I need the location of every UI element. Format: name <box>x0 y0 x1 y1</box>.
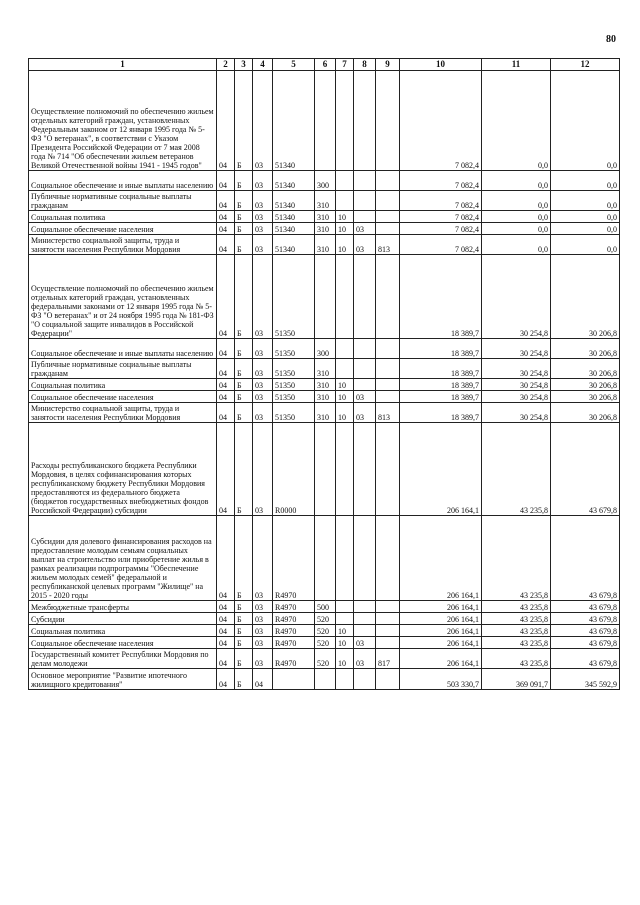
table-cell: R4970 <box>273 625 315 637</box>
table-cell <box>315 255 336 339</box>
table-row <box>29 339 620 359</box>
table-cell: 206 164,1 <box>400 637 482 649</box>
table-cell: 03 <box>253 379 273 391</box>
column-header: 3 <box>235 59 253 71</box>
table-cell: 0,0 <box>482 235 551 255</box>
table-cell: Б <box>235 255 253 339</box>
table-cell: 18 389,7 <box>400 379 482 391</box>
table-cell: 345 592,9 <box>551 669 620 690</box>
table-cell: 04 <box>217 601 235 613</box>
table-cell <box>336 423 354 516</box>
row-label: Социальное обеспечение и иные выплаты населению <box>29 171 217 191</box>
table-cell: R0000 <box>273 423 315 516</box>
table-cell: 03 <box>253 516 273 601</box>
table-row <box>29 423 620 516</box>
table-cell: 43 679,8 <box>551 637 620 649</box>
table-cell: Б <box>235 211 253 223</box>
column-header: 12 <box>551 59 620 71</box>
table-cell <box>354 171 376 191</box>
table-cell: Б <box>235 669 253 690</box>
table-cell: 310 <box>315 379 336 391</box>
table-cell: 10 <box>336 391 354 403</box>
table-cell: 03 <box>354 223 376 235</box>
table-cell: 04 <box>217 223 235 235</box>
table-row <box>29 211 620 223</box>
row-label: Социальное обеспечение населения <box>29 391 217 403</box>
table-cell: 04 <box>217 171 235 191</box>
table-cell: 0,0 <box>551 191 620 211</box>
table-cell: 7 082,4 <box>400 71 482 171</box>
table-cell <box>354 379 376 391</box>
table-row <box>29 625 620 637</box>
table-cell: 51350 <box>273 255 315 339</box>
column-header: 11 <box>482 59 551 71</box>
row-label: Министерство социальной защиты, труда и занятости населения Республики Мордовия <box>29 403 217 423</box>
table-cell: 520 <box>315 625 336 637</box>
table-cell <box>376 601 400 613</box>
table-cell: Б <box>235 625 253 637</box>
table-cell: Б <box>235 191 253 211</box>
table-cell: 03 <box>253 359 273 379</box>
table-cell: Б <box>235 613 253 625</box>
table-cell <box>336 613 354 625</box>
table-cell: 520 <box>315 613 336 625</box>
row-label: Социальная политика <box>29 211 217 223</box>
table-cell <box>273 669 315 690</box>
table-cell: 7 082,4 <box>400 211 482 223</box>
table-cell <box>376 255 400 339</box>
table-cell <box>354 423 376 516</box>
table-cell: 03 <box>253 235 273 255</box>
table-cell <box>376 223 400 235</box>
table-cell: 30 254,8 <box>482 339 551 359</box>
table-cell: 30 206,8 <box>551 339 620 359</box>
table-cell <box>336 601 354 613</box>
table-cell: Б <box>235 637 253 649</box>
table-cell: Б <box>235 649 253 669</box>
table-cell: Б <box>235 235 253 255</box>
table-cell: 0,0 <box>482 171 551 191</box>
table-row <box>29 223 620 235</box>
table-cell: 43 679,8 <box>551 625 620 637</box>
table-cell: 03 <box>354 403 376 423</box>
table-cell: 10 <box>336 223 354 235</box>
table-cell: 51340 <box>273 71 315 171</box>
table-cell: 30 254,8 <box>482 379 551 391</box>
table-cell: 7 082,4 <box>400 235 482 255</box>
table-cell: 30 206,8 <box>551 391 620 403</box>
table-cell: 206 164,1 <box>400 649 482 669</box>
table-cell: 7 082,4 <box>400 171 482 191</box>
table-cell: 310 <box>315 359 336 379</box>
table-row <box>29 403 620 423</box>
table-cell: R4970 <box>273 601 315 613</box>
table-cell: R4970 <box>273 613 315 625</box>
table-cell: 206 164,1 <box>400 423 482 516</box>
table-row <box>29 71 620 171</box>
table-cell <box>376 637 400 649</box>
table-cell: 03 <box>253 171 273 191</box>
table-cell: 18 389,7 <box>400 391 482 403</box>
table-cell: 04 <box>217 359 235 379</box>
table-cell: 43 235,8 <box>482 613 551 625</box>
table-cell: 51340 <box>273 171 315 191</box>
table-cell: 03 <box>354 637 376 649</box>
table-cell: 30 254,8 <box>482 391 551 403</box>
table-row <box>29 669 620 690</box>
table-cell: 51340 <box>273 235 315 255</box>
row-label: Межбюджетные трансферты <box>29 601 217 613</box>
table-row <box>29 637 620 649</box>
table-cell: R4970 <box>273 516 315 601</box>
table-cell <box>336 339 354 359</box>
table-cell: 03 <box>253 191 273 211</box>
table-cell: 0,0 <box>482 191 551 211</box>
table-cell: 04 <box>217 71 235 171</box>
table-cell: 30 206,8 <box>551 403 620 423</box>
column-header: 7 <box>336 59 354 71</box>
table-cell <box>354 255 376 339</box>
table-row <box>29 191 620 211</box>
table-cell: 04 <box>217 235 235 255</box>
table-cell: 43 235,8 <box>482 423 551 516</box>
table-cell: 813 <box>376 235 400 255</box>
table-cell <box>376 613 400 625</box>
table-cell: 43 679,8 <box>551 423 620 516</box>
table-cell: Б <box>235 601 253 613</box>
table-cell: 03 <box>253 613 273 625</box>
table-cell: 369 091,7 <box>482 669 551 690</box>
table-cell <box>354 516 376 601</box>
table-cell: Б <box>235 71 253 171</box>
table-cell: 03 <box>253 649 273 669</box>
table-cell <box>376 339 400 359</box>
table-cell: 04 <box>217 211 235 223</box>
table-cell: 310 <box>315 235 336 255</box>
table-cell: 310 <box>315 223 336 235</box>
table-cell: 43 679,8 <box>551 516 620 601</box>
column-header: 10 <box>400 59 482 71</box>
table-cell: 51340 <box>273 211 315 223</box>
table-cell: 04 <box>217 255 235 339</box>
table-row <box>29 391 620 403</box>
table-cell: 04 <box>217 403 235 423</box>
table-cell <box>336 191 354 211</box>
table-cell <box>376 211 400 223</box>
budget-table <box>28 58 620 690</box>
table-cell: Б <box>235 403 253 423</box>
table-cell: R4970 <box>273 649 315 669</box>
table-cell <box>376 191 400 211</box>
table-cell <box>376 391 400 403</box>
table-cell <box>354 613 376 625</box>
table-cell: 03 <box>253 255 273 339</box>
table-cell: 04 <box>217 516 235 601</box>
row-label: Осуществление полномочий по обеспечению жильем отдельных категорий граждан, установленных федеральными законами от 12 января 1995 года № 5-ФЗ "О ветеранах" и от 24 ноября 1995 года № 181-ФЗ "О социальной защите инвалидов в Российской Федерации" <box>29 255 217 339</box>
table-cell <box>376 516 400 601</box>
table-cell: 7 082,4 <box>400 223 482 235</box>
table-cell: 10 <box>336 211 354 223</box>
table-cell: 7 082,4 <box>400 191 482 211</box>
table-cell: 310 <box>315 211 336 223</box>
table-cell: 300 <box>315 171 336 191</box>
table-cell <box>315 423 336 516</box>
table-cell: 310 <box>315 191 336 211</box>
row-label: Государственный комитет Республики Мордовия по делам молодежи <box>29 649 217 669</box>
table-cell: 10 <box>336 637 354 649</box>
table-cell: 813 <box>376 403 400 423</box>
table-cell: 51340 <box>273 191 315 211</box>
table-cell <box>336 171 354 191</box>
table-cell <box>376 379 400 391</box>
table-cell: 30 206,8 <box>551 379 620 391</box>
table-cell: 43 679,8 <box>551 601 620 613</box>
table-row <box>29 255 620 339</box>
table-cell: 03 <box>354 649 376 669</box>
table-row <box>29 601 620 613</box>
row-label: Министерство социальной защиты, труда и занятости населения Республики Мордовия <box>29 235 217 255</box>
table-cell: 03 <box>253 339 273 359</box>
row-label: Субсидии для долевого финансирования расходов на предоставление молодым семьям социальных выплат на строительство или приобретение жилья в рамках реализации подпрограммы "Обеспечение жильем молодых семей" федеральной и республиканской целевых программ "Жилище" на 2015 - 2020 годы <box>29 516 217 601</box>
table-cell: 206 164,1 <box>400 613 482 625</box>
table-cell: 04 <box>217 613 235 625</box>
table-cell: 03 <box>253 625 273 637</box>
table-cell: 04 <box>217 669 235 690</box>
table-cell: 51340 <box>273 223 315 235</box>
table-cell: 18 389,7 <box>400 339 482 359</box>
row-label: Публичные нормативные социальные выплаты гражданам <box>29 359 217 379</box>
table-cell: 43 235,8 <box>482 516 551 601</box>
table-cell <box>354 601 376 613</box>
table-cell: 0,0 <box>482 211 551 223</box>
table-cell: 04 <box>217 391 235 403</box>
column-header: 5 <box>273 59 315 71</box>
table-cell <box>336 669 354 690</box>
table-cell: 10 <box>336 403 354 423</box>
table-cell: 520 <box>315 649 336 669</box>
table-cell: 04 <box>253 669 273 690</box>
table-cell: 04 <box>217 625 235 637</box>
table-cell: 0,0 <box>551 235 620 255</box>
table-cell: 18 389,7 <box>400 403 482 423</box>
table-cell: 04 <box>217 191 235 211</box>
table-cell: 43 235,8 <box>482 649 551 669</box>
table-cell: 43 235,8 <box>482 601 551 613</box>
table-cell: 30 254,8 <box>482 255 551 339</box>
table-cell: 03 <box>253 223 273 235</box>
table-cell: 04 <box>217 649 235 669</box>
table-cell: 10 <box>336 649 354 669</box>
table-header <box>29 59 620 71</box>
table-cell: 04 <box>217 637 235 649</box>
table-cell: 51350 <box>273 339 315 359</box>
table-cell <box>336 359 354 379</box>
column-header: 9 <box>376 59 400 71</box>
table-cell: 30 206,8 <box>551 255 620 339</box>
table-cell: 310 <box>315 391 336 403</box>
table-cell: 18 389,7 <box>400 359 482 379</box>
table-cell: 43 235,8 <box>482 625 551 637</box>
table-row <box>29 516 620 601</box>
table-cell: 0,0 <box>551 223 620 235</box>
row-label: Социальное обеспечение населения <box>29 223 217 235</box>
table-cell <box>376 423 400 516</box>
table-cell: Б <box>235 516 253 601</box>
table-cell: 51350 <box>273 359 315 379</box>
table-cell: 817 <box>376 649 400 669</box>
table-cell: 43 235,8 <box>482 637 551 649</box>
table-cell <box>354 339 376 359</box>
row-label: Расходы республиканского бюджета Республики Мордовия, в целях софинансирования которых республиканскому бюджету Республики Мордовия предоставляются из федерального бюджета (бюджетов государственных внебюджетных фондов Российской Федерации) субсидии <box>29 423 217 516</box>
table-cell: 03 <box>253 637 273 649</box>
table-cell <box>315 516 336 601</box>
table-cell: 04 <box>217 423 235 516</box>
table-cell: 03 <box>253 391 273 403</box>
table-cell: 03 <box>253 601 273 613</box>
table-cell: 0,0 <box>551 211 620 223</box>
table-row <box>29 613 620 625</box>
table-cell: 03 <box>253 403 273 423</box>
table-cell <box>354 669 376 690</box>
table-cell <box>354 71 376 171</box>
table-cell: 03 <box>354 391 376 403</box>
table-cell <box>336 71 354 171</box>
column-header: 2 <box>217 59 235 71</box>
table-cell: 206 164,1 <box>400 601 482 613</box>
table-cell: 206 164,1 <box>400 625 482 637</box>
table-cell <box>315 71 336 171</box>
table-cell: 10 <box>336 235 354 255</box>
column-header: 6 <box>315 59 336 71</box>
table-cell: 43 679,8 <box>551 649 620 669</box>
table-cell: 520 <box>315 637 336 649</box>
table-cell: 10 <box>336 625 354 637</box>
table-cell: Б <box>235 379 253 391</box>
row-label: Социальное обеспечение населения <box>29 637 217 649</box>
table-body <box>29 71 620 690</box>
table-cell <box>376 359 400 379</box>
table-cell: Б <box>235 223 253 235</box>
row-label: Социальное обеспечение и иные выплаты населению <box>29 339 217 359</box>
table-row <box>29 359 620 379</box>
table-cell: Б <box>235 391 253 403</box>
page-number: 80 <box>606 34 616 45</box>
table-cell: 0,0 <box>551 71 620 171</box>
table-cell <box>336 516 354 601</box>
table-cell: 500 <box>315 601 336 613</box>
table-cell <box>354 211 376 223</box>
table-cell: 0,0 <box>551 171 620 191</box>
header-row <box>29 59 620 71</box>
table-cell: 03 <box>253 71 273 171</box>
table-cell: 43 679,8 <box>551 613 620 625</box>
table-cell: 51350 <box>273 403 315 423</box>
table-row <box>29 171 620 191</box>
table-cell: 30 254,8 <box>482 359 551 379</box>
column-header: 8 <box>354 59 376 71</box>
table-cell <box>354 625 376 637</box>
table-cell: Б <box>235 171 253 191</box>
row-label: Социальная политика <box>29 625 217 637</box>
table-cell: R4970 <box>273 637 315 649</box>
table-row <box>29 379 620 391</box>
column-header: 1 <box>29 59 217 71</box>
table-cell: 04 <box>217 379 235 391</box>
table-cell <box>376 171 400 191</box>
row-label: Субсидии <box>29 613 217 625</box>
table-cell: 310 <box>315 403 336 423</box>
table-cell: 206 164,1 <box>400 516 482 601</box>
table-cell: 0,0 <box>482 71 551 171</box>
table-cell <box>376 625 400 637</box>
table-cell <box>354 191 376 211</box>
table-cell: 300 <box>315 339 336 359</box>
table-cell: 04 <box>217 339 235 359</box>
table-cell: 503 330,7 <box>400 669 482 690</box>
table-cell: 30 254,8 <box>482 403 551 423</box>
table-cell: 03 <box>253 211 273 223</box>
table-cell: 0,0 <box>482 223 551 235</box>
table-cell: 51350 <box>273 391 315 403</box>
table-cell: 30 206,8 <box>551 359 620 379</box>
table-cell: 03 <box>253 423 273 516</box>
table-cell: 03 <box>354 235 376 255</box>
table-cell <box>354 359 376 379</box>
table-cell: Б <box>235 339 253 359</box>
table-cell <box>376 669 400 690</box>
row-label: Осуществление полномочий по обеспечению жильем отдельных категорий граждан, установленных Федеральным законом от 12 января 1995 года № 5-ФЗ "О ветеранах", в соответствии с Указом Президента Российской Федерации от 7 мая 2008 года № 714 "Об обеспечении жильем ветеранов Великой Отечественной войны 1941 - 1945 годов" <box>29 71 217 171</box>
table-row <box>29 649 620 669</box>
table-cell <box>336 255 354 339</box>
table-cell: 51350 <box>273 379 315 391</box>
table-cell: Б <box>235 423 253 516</box>
table-cell <box>376 71 400 171</box>
column-header: 4 <box>253 59 273 71</box>
table-cell: Б <box>235 359 253 379</box>
table-cell: 10 <box>336 379 354 391</box>
row-label: Социальная политика <box>29 379 217 391</box>
table-cell <box>315 669 336 690</box>
table-cell: 18 389,7 <box>400 255 482 339</box>
row-label: Публичные нормативные социальные выплаты гражданам <box>29 191 217 211</box>
row-label: Основное мероприятие "Развитие ипотечного жилищного кредитования" <box>29 669 217 690</box>
table-row <box>29 235 620 255</box>
